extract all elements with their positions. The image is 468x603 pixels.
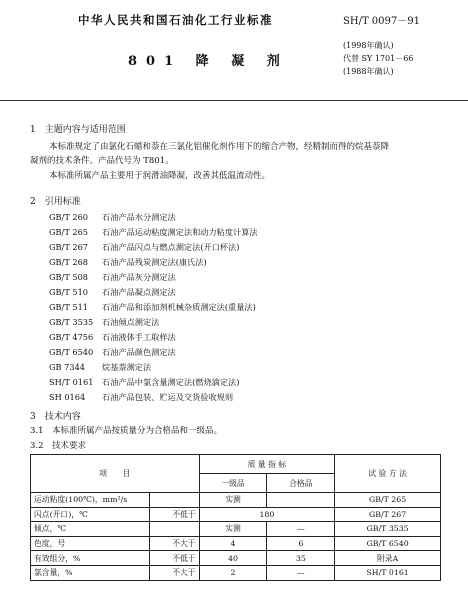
- table-row: [31, 565, 441, 580]
- header-item: 项 目: [31, 455, 200, 493]
- standard-code: SH/T 0097－91: [343, 16, 420, 27]
- row-item: 闪点(开口)，℃: [31, 507, 150, 522]
- row-method: SH/T 0161: [335, 565, 441, 580]
- table-row: [31, 493, 441, 508]
- standard-category: 中华人民共和国石油化工行业标准: [78, 13, 273, 27]
- row-limit: [149, 522, 199, 537]
- reference-item: GB 7344 烷基萘测定法: [49, 362, 152, 372]
- row-item: 倾点，℃: [31, 522, 150, 537]
- row-first: 180: [199, 507, 335, 522]
- reference-item: GB/T 4756 石油液体手工取样法: [49, 332, 176, 342]
- row-first: 2: [199, 565, 267, 580]
- reference-item: GB/T 3535 石油倾点测定法: [49, 317, 160, 327]
- document-title: 801 降 凝 剂: [128, 54, 289, 69]
- row-method: 附录A: [335, 551, 441, 566]
- row-first: 4: [199, 536, 267, 551]
- section-1-para-1a: 本标准规定了由氯化石蜡和萘在三氯化铝催化剂作用下的缩合产物，经精制而得的烷基萘降: [49, 142, 390, 152]
- section-3-heading: 3 技术内容: [30, 412, 81, 422]
- row-method: GB/T 6540: [335, 536, 441, 551]
- row-item: 色度，号: [31, 536, 150, 551]
- reference-item: GB/T 511 石油产品和添加剂机械杂质测定法(重量法): [49, 302, 256, 312]
- row-first: 40: [199, 551, 267, 566]
- table-row: [31, 551, 441, 566]
- section-1-heading: 1 主题内容与适用范围: [30, 125, 126, 135]
- replaces-note: 代替 SY 1701－66: [343, 54, 414, 63]
- row-limit: [149, 493, 199, 508]
- row-item: 运动粘度(100℃)，mm²/s: [31, 493, 150, 508]
- row-limit: 不大于: [149, 565, 199, 580]
- header-method: 试 验 方 法: [335, 455, 441, 493]
- reference-item: GB/T 508 石油产品灰分测定法: [49, 272, 176, 282]
- reference-item: GB/T 6540 石油产品颜色测定法: [49, 347, 176, 357]
- clause-3-1: 3.1 本标准所属产品按质量分为合格品和一级品。: [30, 426, 223, 436]
- row-item: 有效组分，%: [31, 551, 150, 566]
- reference-item: GB/T 268 石油产品残炭测定法(康氏法): [49, 257, 207, 267]
- table-row: [31, 536, 441, 551]
- row-limit: 不大于: [149, 536, 199, 551]
- row-pass: —: [267, 565, 335, 580]
- section-1-para-1b: 凝剂的技术条件。产品代号为 T801。: [30, 156, 174, 166]
- table-row: [31, 507, 441, 522]
- technical-requirements-table: [30, 454, 441, 581]
- row-pass: 6: [267, 536, 335, 551]
- row-limit: 不低于: [149, 507, 199, 522]
- reaffirm-note-2: (1988年确认): [343, 67, 394, 76]
- header-quality: 质 量 指 标: [199, 455, 335, 474]
- row-item: 氯含量，%: [31, 565, 150, 580]
- table-row: [31, 522, 441, 537]
- reference-item: GB/T 260 石油产品水分测定法: [49, 212, 176, 222]
- header-pass-grade: 合格品: [267, 474, 335, 493]
- row-first: 实测: [199, 522, 267, 537]
- reaffirm-note-1: (1998年确认): [343, 41, 394, 50]
- row-first: 实测: [199, 493, 267, 508]
- row-method: GB/T 267: [335, 507, 441, 522]
- section-2-heading: 2 引用标准: [30, 197, 81, 207]
- reference-item: SH/T 0161 石油产品中氯含量测定法(燃烧滴定法): [49, 377, 240, 387]
- clause-3-2: 3.2 技术要求: [30, 441, 87, 451]
- row-method: GB/T 3535: [335, 522, 441, 537]
- section-1-para-2: 本标准所属产品主要用于润滑油降凝，改善其低温流动性。: [49, 171, 271, 181]
- reference-item: GB/T 267 石油产品闪点与燃点测定法(开口杯法): [49, 242, 240, 252]
- row-pass: 35: [267, 551, 335, 566]
- header-first-grade: 一级品: [199, 474, 267, 493]
- row-limit: 不低于: [149, 551, 199, 566]
- reference-item: SH 0164 石油产品包装、贮运及交货验收规则: [49, 392, 234, 402]
- row-pass: —: [267, 522, 335, 537]
- reference-item: GB/T 510 石油产品凝点测定法: [49, 287, 176, 297]
- row-pass: [267, 493, 335, 508]
- reference-item: GB/T 265 石油产品运动粘度测定法和动力粘度计算法: [49, 227, 258, 237]
- header-divider: [0, 100, 468, 101]
- row-method: GB/T 265: [335, 493, 441, 508]
